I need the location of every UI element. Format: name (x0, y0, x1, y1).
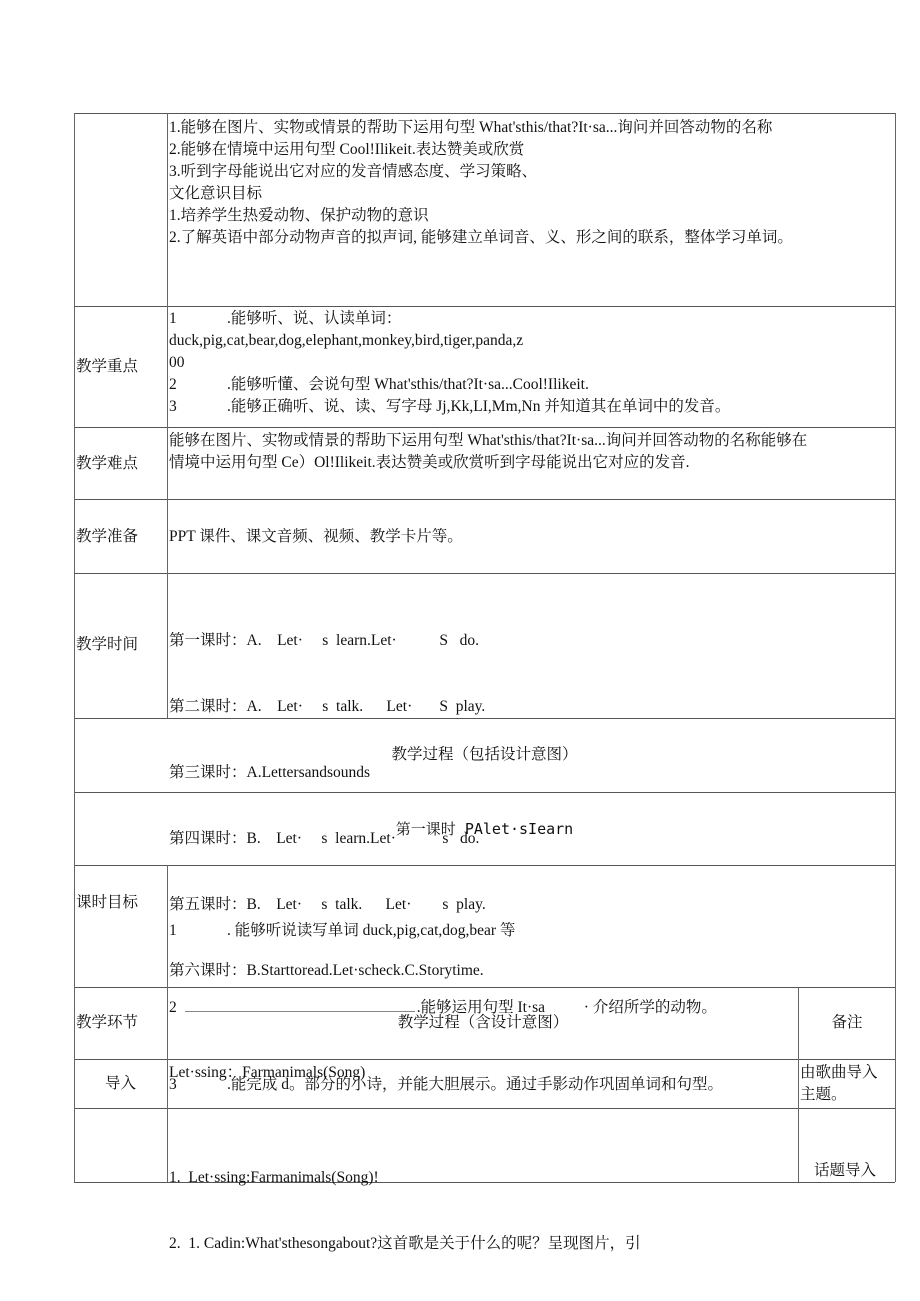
key-point-item: 1 .能够听、说、认读单词： (169, 310, 402, 327)
objective-line: 2.能够在情境中运用句型 Cool!Ilikeit.表达赞美或欣赏 (169, 141, 525, 158)
table-border-top (74, 113, 895, 114)
process-header: 教学过程（包括设计意图） (391, 746, 578, 763)
process-column-header: 教学过程（含设计意图） (397, 1014, 569, 1031)
table-border-right (895, 113, 896, 1182)
objectives-cell (169, 117, 793, 249)
lesson-goal-item: 2 .能够运用句型 It·sa · 介绍所学的动物。 (169, 999, 717, 1016)
objective-line: 1.能够在图片、实物或情景的帮助下运用句型 What'sthis/that?It·sa...询问并回答动物的名称 (169, 119, 773, 136)
key-point-item: duck,pig,cat,bear,dog,elephant,monkey,bird,tiger,panda,z (169, 332, 524, 349)
step2-notes: 话题导入 (814, 1162, 877, 1179)
table-border-left (74, 113, 75, 1182)
preparation-label: 教学准备 (76, 528, 139, 545)
schedule-line: 第二课时：A. Let· s talk. Let· S play. (169, 698, 486, 715)
lesson-goal-item: 1 . 能够听说读写单词 duck,pig,cat,dog,bear 等 (169, 922, 516, 939)
key-point-item: 2 .能够听懂、会说句型 What'sthis/that?It·sa...Cool!Ilikeit. (169, 376, 589, 393)
objective-line: 1.培养学生热爱动物、保护动物的意识 (169, 207, 429, 224)
row-divider (74, 499, 895, 500)
key-points-label: 教学重点 (76, 358, 139, 375)
schedule-line: 第六课时：B.Starttoread.Let·scheck.C.Storytime. (169, 962, 484, 979)
schedule-line: 第五课时：B. Let· s talk. Let· s play. (169, 896, 486, 913)
intro-stage: 导入 (104, 1075, 136, 1092)
difficulties-label: 教学难点 (76, 455, 139, 472)
stage-column-header: 教学环节 (76, 1014, 139, 1031)
intro-process: Let·ssing：Farmanimals(Song) (169, 1064, 366, 1081)
schedule-line: 第一课时：A. Let· s learn.Let· S do. (169, 632, 479, 649)
row-divider (74, 427, 895, 428)
difficulty-line: 情境中运用句型 Ce）Ol!Ilikeit.表达赞美或欣赏听到字母能说出它对应的发音. (169, 454, 690, 471)
blank-underline (185, 997, 415, 1012)
lesson-title: 第一课时 PAlet·sIearn (395, 820, 574, 838)
lesson-goal-item: 3 .能完成 d。部分的小诗，并能大胆展示。通过手影动作巩固单词和句型。 (169, 1076, 724, 1093)
key-point-item: 00 (169, 354, 185, 371)
difficulty-line: 能够在图片、实物或情景的帮助下运用句型 What'sthis/that?It·sa...询问并回答动物的名称能够在 (169, 432, 808, 449)
objective-line: 2.了解英语中部分动物声音的拟声词, 能够建立单词音、义、形之间的联系，整体学习单词。 (169, 229, 793, 246)
notes-column-header: 备注 (831, 1014, 863, 1031)
key-point-item: 3 .能够正确听、说、读、写字母 Jj,Kk,LI,Mm,Nn 并知道其在单词中的发音。 (169, 398, 731, 415)
schedule-line: 第四课时：B. Let· s learn.Let· s do. (169, 830, 480, 847)
schedule-line: 第三课时：A.Lettersandsounds (169, 764, 371, 781)
preparation-cell: PPT 课件、课文音频、视频、教学卡片等。 (169, 528, 463, 545)
difficulties-cell (169, 430, 807, 474)
lesson-goals-label: 课时目标 (76, 894, 139, 911)
objective-line: 3.听到字母能说出它对应的发音情感态度、学习策略、 (169, 163, 538, 180)
step2-process: 1. Let·ssing:Farmanimals(Song)! 2. 1. Cadin:What'sthesongabout?这首歌是关于什么的呢？呈现图片，引 (169, 1169, 641, 1252)
schedule-label: 教学时间 (76, 636, 139, 653)
objective-line: 文化意识目标 (169, 185, 263, 202)
column-divider-label (167, 113, 168, 718)
row-divider (74, 306, 895, 307)
intro-notes: 由歌曲导入 主题。 (800, 1064, 878, 1103)
key-points-cell (169, 308, 730, 418)
row-divider (74, 573, 895, 574)
